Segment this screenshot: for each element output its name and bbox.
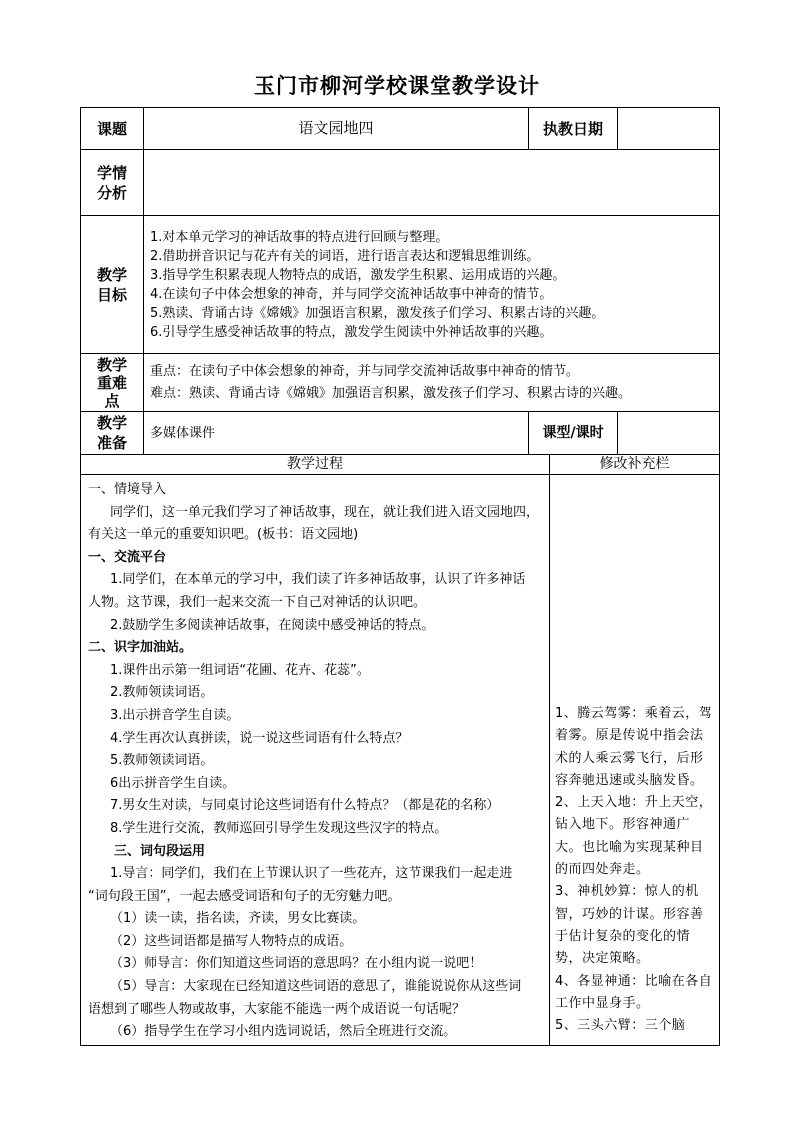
paragraph-line: 语想到了哪些人物或故事，大家能不能选一两个成语说一句话呢？ [88,1001,466,1017]
date-value [618,108,720,150]
keypoint-item: 难点：熟读、背诵古诗《嫦娥》加强语言积累，激发孩子们学习、积累古诗的兴趣。 [150,385,632,401]
note-item: 4、各显神通：比喻在各自工作中显身手。 [555,973,713,1011]
goals-label [81,216,144,354]
prep-label [81,412,144,455]
keypoints-label [81,354,144,412]
paragraph-line: 同学们，这一单元我们学习了神话故事，现在，就让我们进入语文园地四， [110,504,540,520]
process-header: 教学过程 [81,455,550,475]
section-title: 二、识字加油站。 [88,640,193,656]
analysis-label [81,150,144,216]
keypoint-item: 重点：在读句子中体会想象的神奇，并与同学交流神话故事中神奇的情节。 [150,363,580,379]
paragraph-line: 有关这一单元的重要知识吧。(板书：语文园地) [88,527,359,543]
paragraph-line: 1.导言：同学们，我们在上节课认识了一些花卉，这节课我们一起走进 [110,866,513,882]
prep-label-line1: 教学 [96,414,127,432]
paragraph-line: 1.同学们，在本单元的学习中，我们读了许多神话故事，认识了许多神话 [110,572,526,588]
list-item: 4.学生再次认真拼读，说一说这些词语有什么特点？ [110,730,409,746]
list-item: （5）导言：大家现在已经知道这些词语的意思了，谁能说说你从这些词 [110,979,522,995]
list-item: 6出示拼音学生自读。 [110,775,236,791]
list-item: 2.教师领读词语。 [110,685,214,701]
goal-item: 5.熟读、背诵古诗《嫦娥》加强语言积累，激发孩子们学习、积累古诗的兴趣。 [150,305,605,321]
keypoints-list [144,354,720,412]
analysis-value [144,150,720,216]
keypoints-label-line1: 教学 [96,355,127,374]
analysis-label-line2: 分析 [96,183,127,202]
date-label: 执教日期 [529,108,618,150]
prep-value: 多媒体课件 [144,412,529,455]
note-item: 2、上天入地：升上天空，钻入地下。形容神通广大。也比喻为实现某种目的而四处奔走。 [555,795,713,878]
goal-item: 6.引导学生感受神话故事的特点，激发学生阅读中外神话故事的兴趣。 [150,324,553,340]
prep-label-line2: 准备 [96,434,127,452]
list-item: 1.课件出示第一组词语“花圃、花卉、花蕊”。 [110,662,370,678]
goals-list [144,216,720,354]
list-item: （1）读一读，指名读，齐读，男女比赛读。 [110,911,366,927]
lesson-type-value [618,412,720,455]
paragraph-line: “词句段王国”，一起去感受词语和句子的无穷魅力吧。 [88,888,401,904]
list-item: （3）师导言：你们知道这些词语的意思吗？在小组内说一说吧！ [110,956,483,972]
keypoints-label-line3: 点 [104,391,120,410]
paragraph-line: （6）指导学生在学习小组内选词说话，然后全班进行交流。 [110,1024,457,1040]
lesson-plan-table [80,107,720,1046]
list-item: 3.出示拼音学生自读。 [110,707,240,723]
section-title: 三、词句段运用 [114,843,206,859]
section-title: 一、交流平台 [88,549,167,565]
topic-value: 语文园地四 [144,108,529,150]
goal-item: 3.指导学生积累表现人物特点的成语，激发学生积累、运用成语的兴趣。 [150,267,566,283]
list-item: 8.学生进行交流，教师巡回引导学生发现这些汉字的特点。 [110,820,448,836]
analysis-label-line1: 学情 [96,163,127,182]
page-title: 玉门市柳河学校课堂教学设计 [254,73,540,98]
note-item: 1、腾云驾雾：乘着云，驾着雾。原是传说中指会法术的人乘云雾飞行，后形容奔驰迅速或头脑发昏。 [555,706,713,788]
goals-label-line1: 教学 [96,265,127,284]
goal-item: 4.在读句子中体会想象的神奇，并与同学交流神话故事中神奇的情节。 [150,286,553,302]
notes-header: 修改补充栏 [550,455,720,475]
goal-item: 1.对本单元学习的神话故事的特点进行回顾与整理。 [150,229,449,245]
section-title: 一、情境导入 [88,482,167,497]
goal-item: 2.借助拼音识记与花卉有关的词语，进行语言表达和逻辑思维训练。 [150,248,540,264]
paragraph-line: 人物。这节课，我们一起来交流一下自己对神话的认识吧。 [88,594,427,610]
process-content [81,475,550,1046]
goals-label-line2: 目标 [96,285,127,304]
paragraph-line: 2.鼓励学生多阅读神话故事，在阅读中感受神话的特点。 [110,617,435,633]
list-item: 5.教师领读词语。 [110,753,214,769]
note-item: 3、神机妙算：惊人的机智，巧妙的计谋。形容善于估计复杂的变化的情势，决定策略。 [555,884,704,967]
notes-content [550,475,720,1046]
list-item: （2）这些词语都是描写人物特点的成语。 [110,933,353,949]
keypoints-label-line2: 重难 [96,373,127,392]
topic-label: 课题 [81,108,144,150]
lesson-type-label: 课型/课时 [529,412,618,455]
note-item: 5、三头六臂：三个脑 [555,1018,686,1034]
list-item: 7.男女生对读，与同桌讨论这些词语有什么特点？（都是花的名称） [110,798,500,814]
